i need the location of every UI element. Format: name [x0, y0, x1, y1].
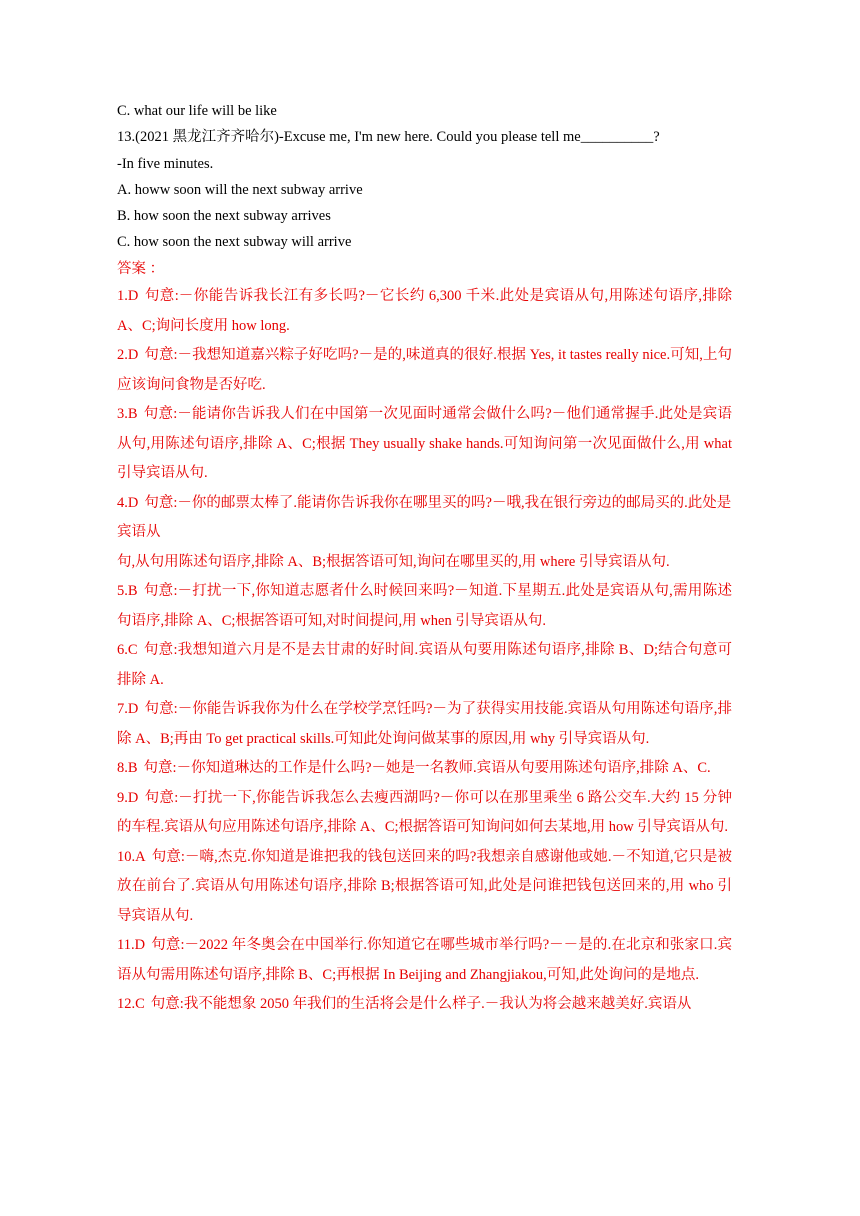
answer-item	[117, 695, 732, 754]
answer-text: 句意:－你能告诉我你为什么在学校学烹饪吗?－为了获得实用技能.宾语从句用陈述句语序,排除 A、B;再由 To get practical skills.可知此处询问做某事的原因,用 why 引导宾语从句.	[117, 701, 732, 747]
answer-text: 句意:－你知道琳达的工作是什么吗?－她是一名教师.宾语从句要用陈述句语序,排除 A、C.	[143, 760, 711, 777]
answer-number: 4.D	[117, 494, 139, 511]
answer-number: 3.B	[117, 406, 138, 423]
answer-item	[117, 990, 732, 1020]
question-13-stem: 13.(2021 黑龙江齐齐哈尔)-Excuse me, I'm new here. Could you please tell me__________?	[117, 129, 660, 146]
answer-number: 9.D	[117, 789, 139, 806]
answer-item	[117, 754, 732, 784]
answer-text: 句意:－2022 年冬奥会在中国举行.你知道它在哪些城市举行吗?－－是的.在北京和张家口.宾语从句需用陈述句语序,排除 B、C;再根据 In Beijing and Zhangjiakou,可知,此处询问的是地点.	[117, 937, 732, 983]
question-block	[117, 98, 732, 256]
answer-number: 6.C	[117, 642, 138, 659]
answer-item	[117, 577, 732, 636]
answer-number: 11.D	[117, 937, 146, 954]
answer-heading: 答案 ：	[117, 260, 165, 277]
answer-text: 句,从句用陈述句语序,排除 A、B;根据答语可知,询问在哪里买的,用 where 引导宾语从句.	[117, 553, 670, 570]
option-c: C. how soon the next subway will arrive	[117, 234, 352, 251]
option-c-line: C. what our life will be like	[117, 103, 277, 119]
answer-number: 2.D	[117, 347, 139, 364]
answer-text: 句意:我不能想象 2050 年我们的生活将会是什么样子.－我认为将会越来越美好.宾语从	[150, 996, 692, 1013]
answer-number: 8.B	[117, 760, 138, 777]
answer-number: 7.D	[117, 701, 139, 718]
answer-item	[117, 784, 732, 843]
answer-text: 句意:－你的邮票太棒了.能请你告诉我你在哪里买的吗?－哦,我在银行旁边的邮局买的.此处是宾语从	[117, 494, 732, 541]
document-page	[117, 98, 732, 1020]
answer-item	[117, 400, 732, 489]
answer-text: 句意:－打扰一下,你知道志愿者什么时候回来吗?－知道.下星期五.此处是宾语从句,需用陈述句语序,排除 A、C;根据答语可知,对时间提问,用 when 引导宾语从句.	[117, 583, 732, 629]
answer-number: 5.B	[117, 583, 138, 600]
answer-list	[117, 282, 732, 1020]
answer-item	[117, 931, 732, 990]
answer-continuation	[117, 548, 732, 578]
answer-number: 1.D	[117, 288, 139, 305]
option-a: A. howw soon will the next subway arrive	[117, 181, 363, 198]
answer-text: 句意:我想知道六月是不是去甘肃的好时间.宾语从句要用陈述句语序,排除 B、D;结合句意可排除 A.	[117, 642, 732, 688]
answer-item	[117, 636, 732, 695]
answer-text: 句意:－打扰一下,你能告诉我怎么去瘦西湖吗?－你可以在那里乘坐 6 路公交车.大约 15 分钟的车程.宾语从句应用陈述句语序,排除 A、C;根据答语可知询问如何去某地,用 how 引导宾语从句.	[117, 789, 732, 836]
option-b: B. how soon the next subway arrives	[117, 208, 331, 225]
question-13-reply: -In five minutes.	[117, 155, 214, 172]
answer-text: 句意:－嗨,杰克.你知道是谁把我的钱包送回来的吗?我想亲自感谢他或她.－不知道,它只是被放在前台了.宾语从句用陈述句语序,排除 B;根据答语可知,此处是问谁把钱包送回来的,用 who 引导宾语从句.	[117, 848, 732, 924]
answer-text: 句意:－能请你告诉我人们在中国第一次见面时通常会做什么吗?－他们通常握手.此处是宾语从句,用陈述句语序,排除 A、C;根据 They usually shake hands.可知询问第一次见面做什么,用 what 引导宾语从句.	[117, 406, 732, 482]
answer-number: 12.C	[117, 996, 145, 1013]
answer-item	[117, 843, 732, 932]
answer-item	[117, 341, 732, 400]
answer-text: 句意:－我想知道嘉兴粽子好吃吗?－是的,味道真的很好.根据 Yes, it tastes really nice.可知,上句应该询问食物是否好吃.	[117, 347, 732, 393]
answer-item	[117, 282, 732, 341]
answer-item	[117, 489, 732, 548]
answer-text: 句意:－你能告诉我长江有多长吗?－它长约 6,300 千米.此处是宾语从句,用陈述句语序,排除 A、C;询问长度用 how long.	[117, 288, 732, 334]
answer-number: 10.A	[117, 848, 146, 865]
